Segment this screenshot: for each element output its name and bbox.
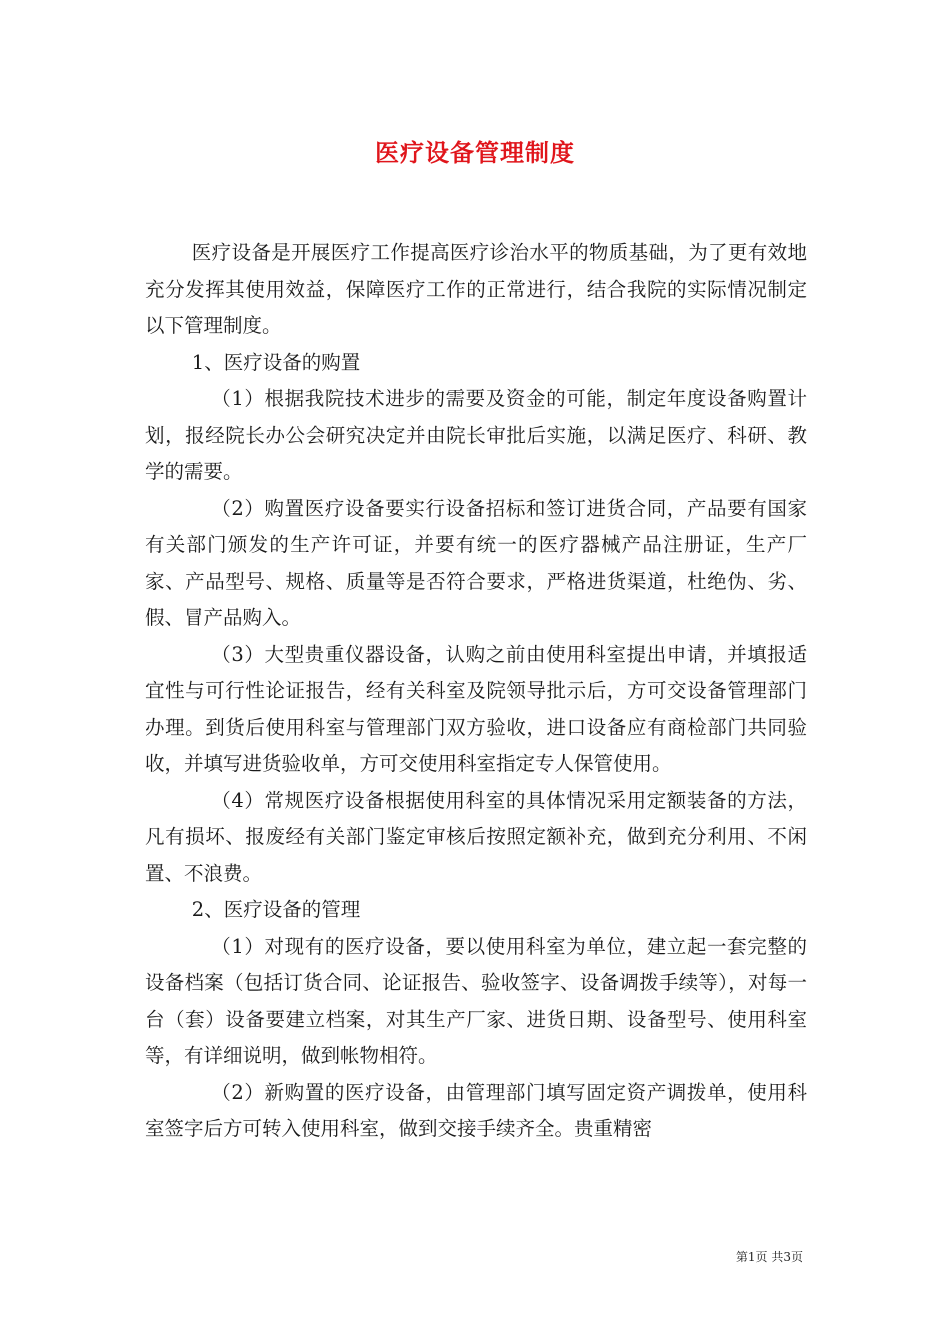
section-heading-purchase: 1、医疗设备的购置 <box>191 350 361 374</box>
section-heading-management: 2、医疗设备的管理 <box>191 898 361 921</box>
paragraph-item: （2）新购置的医疗设备，由管理部门填写固定资产调拨单，使用科室签字后方可转入使用科室，做到交接手续齐全。贵重精密 <box>145 1080 807 1140</box>
paragraph-item: （1）根据我院技术进步的需要及资金的可能，制定年度设备购置计划，报经院长办公会研究决定并由院长审批后实施，以满足医疗、科研、教学的需要。 <box>145 387 807 483</box>
paragraph-item: （4）常规医疗设备根据使用科室的具体情况采用定额装备的方法，凡有损坏、报废经有关部门鉴定审核后按照定额补充，做到充分利用、不闲置、不浪费。 <box>145 788 807 885</box>
paragraph-item: （1）对现有的医疗设备，要以使用科室为单位，建立起一套完整的设备档案（包括订货合同、论证报告、验收签字、设备调拨手续等），对每一台（套）设备要建立档案，对其生产厂家、进货日期、设备型号、使用科室等，有详细说明，做到帐物相符。 <box>145 934 807 1067</box>
page-number: 第1页 共3页 <box>735 1250 803 1264</box>
document-body <box>145 235 807 1148</box>
paragraph-item: （3）大型贵重仪器设备，认购之前由使用科室提出申请，并填报适宜性与可行性论证报告，经有关科室及院领导批示后，方可交设备管理部门办理。到货后使用科室与管理部门双方验收，进口设备应有商检部门共同验收，并填写进货验收单，方可交使用科室指定专人保管使用。 <box>145 642 807 775</box>
paragraph-item: （2）购置医疗设备要实行设备招标和签订进货合同，产品要有国家有关部门颁发的生产许可证，并要有统一的医疗器械产品注册证，生产厂家、产品型号、规格、质量等是否符合要求，严格进货渠道，杜绝伪、劣、假、冒产品购入。 <box>145 496 807 629</box>
paragraph-intro: 医疗设备是开展医疗工作提高医疗诊治水平的物质基础，为了更有效地充分发挥其使用效益，保障医疗工作的正常进行，结合我院的实际情况制定以下管理制度。 <box>145 241 807 337</box>
document-title: 医疗设备管理制度 <box>375 138 575 167</box>
